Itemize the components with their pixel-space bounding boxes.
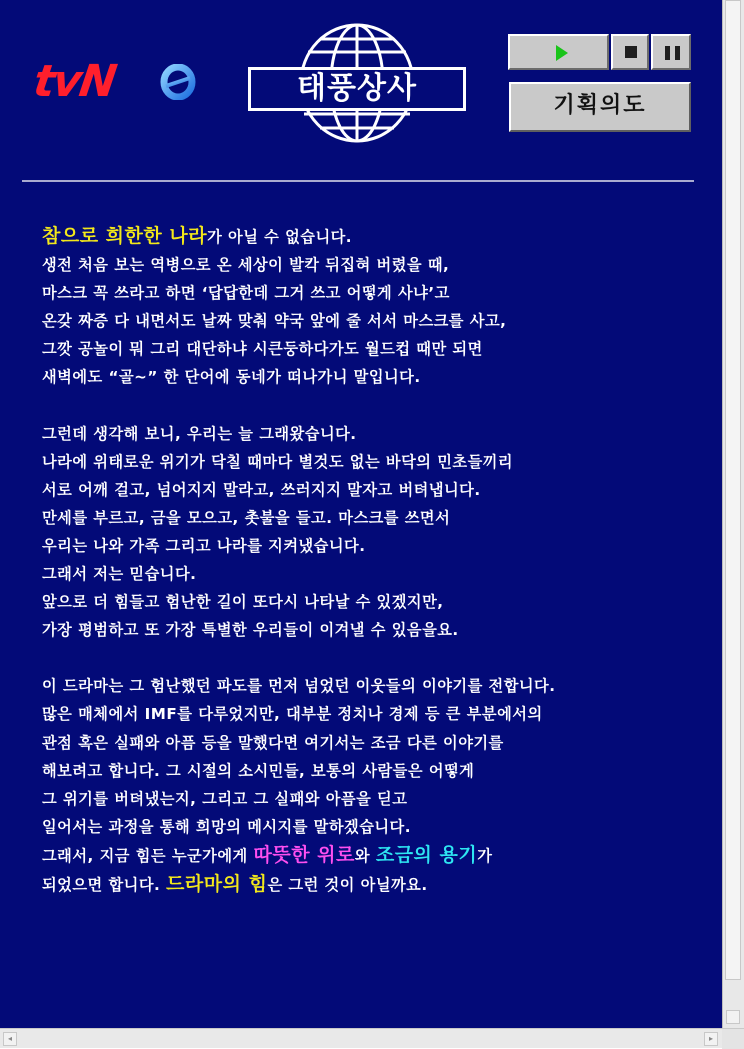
text-line: 만세를 부르고, 금을 모으고, 촛불을 들고. 마스크를 쓰면서: [42, 508, 451, 527]
horizontal-scrollbar[interactable]: [0, 1028, 744, 1048]
o-channel-logo-icon: [160, 64, 196, 100]
vertical-scrollbar[interactable]: [722, 0, 744, 1028]
text-span: 가: [477, 846, 493, 865]
pause-button[interactable]: [651, 34, 691, 70]
text-line: [42, 870, 718, 899]
scroll-right-button[interactable]: ▸: [704, 1032, 718, 1046]
divider: [22, 180, 694, 182]
text-span: 은 그런 것이 아닐까요.: [267, 875, 428, 894]
text-span: 되었으면 합니다.: [42, 875, 167, 894]
text-line: 앞으로 더 힘들고 험난한 길이 또다시 나타날 수 있겠지만,: [42, 593, 444, 612]
text-line: 그깟 공놀이 뭐 그리 대단하냐 시큰둥하다가도 월드컵 때만 되면: [42, 340, 483, 359]
play-button[interactable]: [508, 34, 609, 70]
media-controls: [508, 34, 691, 70]
plan-intent-button[interactable]: 기획의도: [509, 82, 691, 132]
text-line: 생전 처음 보는 역병으로 온 세상이 발칵 뒤집혀 버렸을 때,: [42, 256, 450, 275]
scroll-down-button[interactable]: [726, 1010, 740, 1024]
company-logo: [248, 22, 468, 144]
text-line: 새벽에도 “골~” 한 단어에 동네가 떠나가니 말입니다.: [42, 368, 421, 387]
highlight-text: 조금의 용기: [375, 843, 478, 866]
scrollbar-corner: [722, 1029, 744, 1049]
text-line: 나라에 위태로운 위기가 닥칠 때마다 별것도 없는 바닥의 민초들끼리: [42, 452, 514, 471]
text-line: 그런데 생각해 보니, 우리는 늘 그래왔습니다.: [42, 424, 357, 443]
scrollbar-thumb[interactable]: [725, 0, 741, 980]
stop-button[interactable]: [611, 34, 649, 70]
text-line: 관점 혹은 실패와 아픔 등을 말했다면 여기서는 조금 다른 이야기를: [42, 733, 504, 752]
highlight-text: 드라마의 힘: [166, 872, 268, 895]
stop-icon: [625, 46, 637, 58]
text-line: 온갖 짜증 다 내면서도 날짜 맞춰 약국 앞에 줄 서서 마스크를 사고,: [42, 312, 507, 331]
text-line: 이 드라마는 그 험난했던 파도를 먼저 넘었던 이웃들의 이야기를 전합니다.: [42, 677, 556, 696]
text-line: [42, 222, 718, 251]
paragraph-1: [42, 222, 718, 392]
scroll-left-button[interactable]: ◂: [3, 1032, 17, 1046]
highlight-text: 따뜻한 위로: [253, 843, 355, 866]
text-line: 해보려고 합니다. 그 시절의 소시민들, 보통의 사람들은 어떻게: [42, 761, 475, 780]
text-line: 그 위기를 버텨냈는지, 그리고 그 실패와 아픔을 딛고: [42, 789, 408, 808]
text-line: 서로 어깨 걸고, 넘어지지 말라고, 쓰러지지 말자고 버텨냅니다.: [42, 480, 481, 499]
text-span: 가 아닐 수 없습니다.: [207, 228, 353, 246]
text-line: [42, 841, 718, 870]
text-line: 우리는 나와 가족 그리고 나라를 지켜냈습니다.: [42, 536, 366, 555]
text-span: 그래서, 지금 힘든 누군가에게: [42, 846, 254, 865]
tvn-logo: tvN: [30, 56, 119, 107]
text-span: 와: [354, 846, 376, 865]
highlight-text: 참으로 희한한 나라: [42, 225, 208, 247]
synopsis-text: [42, 222, 718, 927]
play-icon: [556, 45, 568, 61]
company-logo-text: 태풍상사: [248, 67, 466, 111]
text-line: 일어서는 과정을 통해 희망의 메시지를 말하겠습니다.: [42, 817, 411, 836]
text-line: 마스크 꼭 쓰라고 하면 ‘답답한데 그거 쓰고 어떻게 사냐’고: [42, 284, 450, 303]
paragraph-2: [42, 420, 718, 645]
text-line: 그래서 저는 믿습니다.: [42, 565, 197, 584]
text-line: 가장 평범하고 또 가장 특별한 우리들이 이겨낼 수 있음을요.: [42, 621, 459, 640]
paragraph-3: [42, 672, 718, 899]
text-line: 많은 매체에서 IMF를 다루었지만, 대부분 정치나 경제 등 큰 부분에서의: [42, 705, 543, 724]
